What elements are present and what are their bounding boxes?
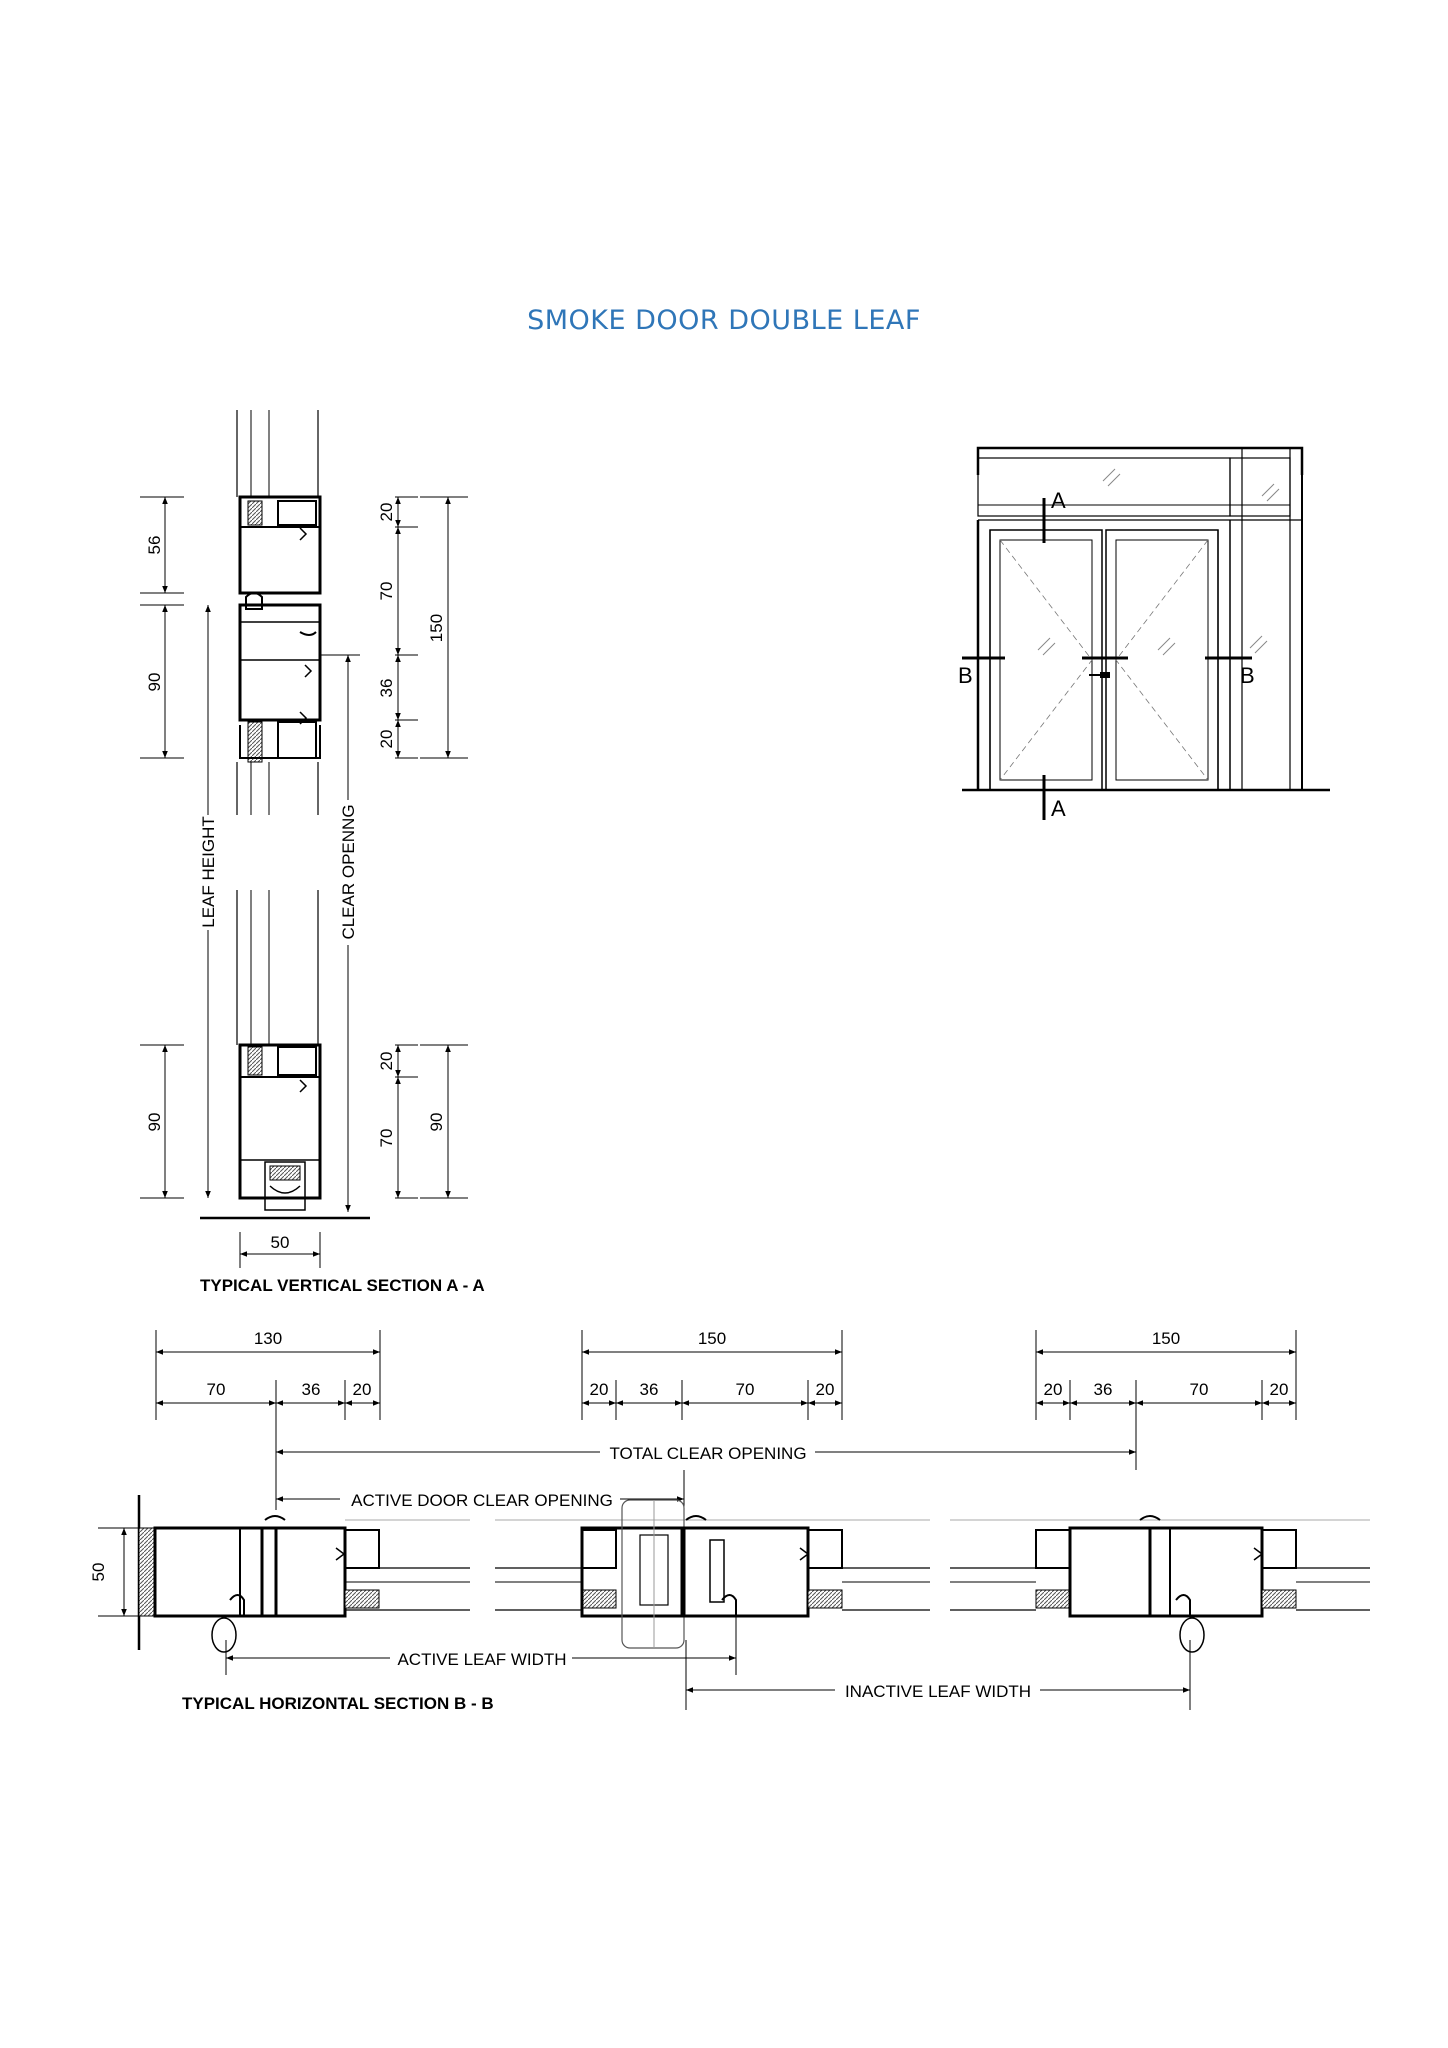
dim-group3-20b: 20 xyxy=(1269,1380,1289,1399)
dim-right-bottom-20: 20 xyxy=(377,1051,396,1071)
horizontal-section-caption: TYPICAL HORIZONTAL SECTION B - B xyxy=(182,1694,494,1713)
dim-group2-20a: 20 xyxy=(589,1380,609,1399)
dim-right-36: 36 xyxy=(377,678,396,698)
dim-overall-150: 150 xyxy=(427,613,446,643)
dim-left-90-top: 90 xyxy=(145,672,164,692)
total-clear-opening-label: TOTAL CLEAR OPENING xyxy=(609,1444,807,1463)
dim-group1-total: 130 xyxy=(253,1329,283,1348)
active-leaf-width-label: ACTIVE LEAF WIDTH xyxy=(397,1650,567,1669)
dim-group2-total: 150 xyxy=(697,1329,727,1348)
dim-group3-70: 70 xyxy=(1189,1380,1209,1399)
inactive-leaf-width-label: INACTIVE LEAF WIDTH xyxy=(844,1682,1032,1701)
clear-opening-label: CLEAR OPENNG xyxy=(339,804,358,940)
door-elevation xyxy=(962,448,1330,820)
dim-group1-36: 36 xyxy=(301,1380,321,1399)
dim-right-bottom-70: 70 xyxy=(377,1128,396,1148)
dim-right-20-b: 20 xyxy=(377,729,396,749)
section-mark-b-left: B xyxy=(958,663,973,688)
page-title: SMOKE DOOR DOUBLE LEAF xyxy=(527,305,921,336)
dim-group1-20: 20 xyxy=(352,1380,372,1399)
horizontal-section-profile xyxy=(98,1495,1370,1652)
dim-right-20-a: 20 xyxy=(377,502,396,522)
active-door-clear-opening-label: ACTIVE DOOR CLEAR OPENING xyxy=(351,1491,613,1510)
vertical-section-caption: TYPICAL VERTICAL SECTION A - A xyxy=(200,1276,485,1295)
section-mark-b-right: B xyxy=(1240,663,1255,688)
dim-group2-36: 36 xyxy=(639,1380,659,1399)
dim-thickness-50: 50 xyxy=(89,1562,108,1582)
dim-overall-90: 90 xyxy=(427,1112,446,1132)
dim-group3-20a: 20 xyxy=(1043,1380,1063,1399)
dim-left-56: 56 xyxy=(145,535,164,555)
dim-right-70: 70 xyxy=(377,581,396,601)
dim-group3-36: 36 xyxy=(1093,1380,1113,1399)
section-mark-a-top: A xyxy=(1051,488,1066,513)
dim-group2-70: 70 xyxy=(735,1380,755,1399)
vertical-section-dimensions xyxy=(140,497,468,1268)
dim-left-90-bottom: 90 xyxy=(145,1112,164,1132)
dim-bottom-50: 50 xyxy=(270,1233,290,1252)
section-mark-a-bottom: A xyxy=(1051,796,1066,821)
dim-group3-total: 150 xyxy=(1151,1329,1181,1348)
dim-group1-70: 70 xyxy=(206,1380,226,1399)
dim-group2-20b: 20 xyxy=(815,1380,835,1399)
leaf-height-label: LEAF HEIGHT xyxy=(199,816,218,928)
